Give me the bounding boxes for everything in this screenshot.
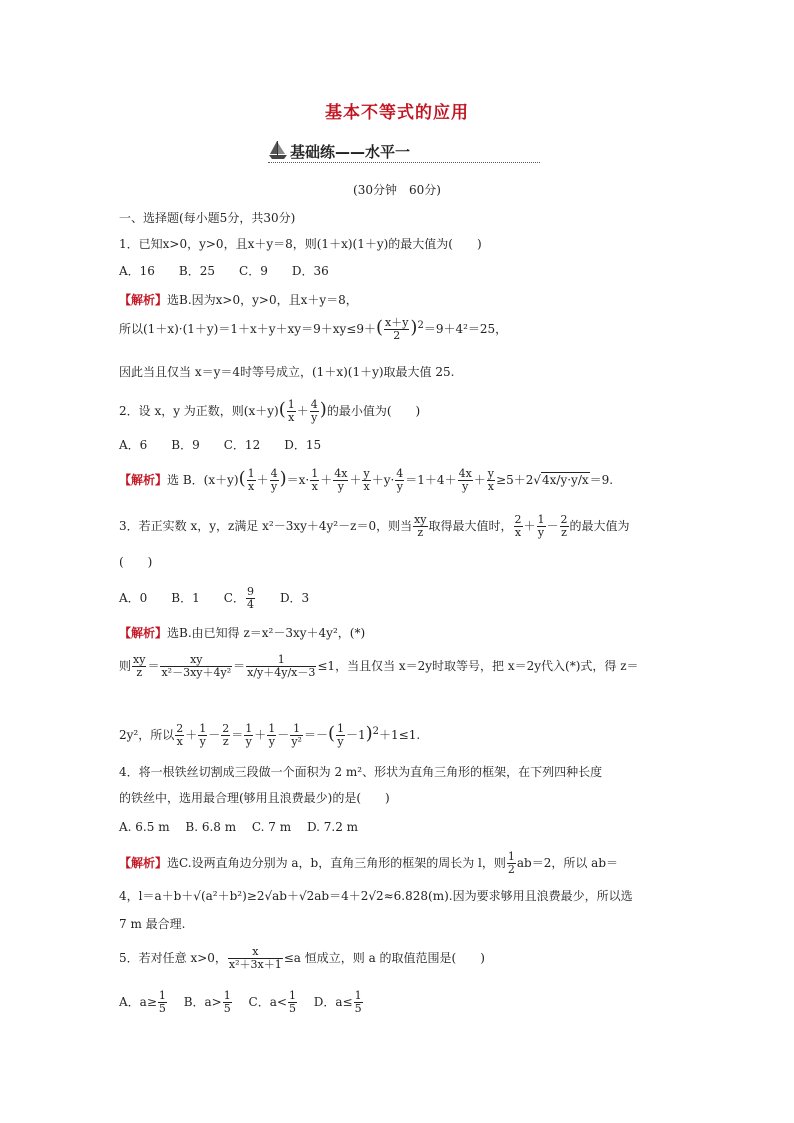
- q4-stem-line1: 4．将一根铁丝切割成三段做一个面积为 2 m²、形状为直角三角形的框架，在下列四种长度: [119, 765, 603, 779]
- section-label: 基础练——水平一: [290, 143, 411, 161]
- q3-stem: 3．若正实数 x，y，z满足 x²－3xy＋4y²－z＝0，则当 $\frac{xy}{z}$ 取得最大值时， $\frac{2}{x}$ ＋ $\frac{1}{y}$ － $\frac{2}{z}$ 的最大值为: [119, 513, 630, 539]
- q4-solution-line2: 4，l＝a＋b＋√(a²＋b²)≥2√ab＋√2ab＝4＋2√2≈6.828(m).因为要求够用且浪费最少，所以选: [119, 889, 633, 903]
- q3-solution-line2: 则 $\frac{xy}{z}$ ＝ $\frac{xy}{\text{x²－3xy＋4y²}}$ ＝ $\frac{1}{x/y+4y/x-3}$ ≤1，当且仅当 x＝2y时取等号，把 x＝2y代入(*)式，得 z＝: [119, 653, 639, 679]
- q2-solution: 【解析】选 B．(x＋y)( $\frac{1}{x}$ ＋ $\frac{4}{y}$ )＝x· $\frac{1}{x}$ ＋ $\frac{4x}{y}$ ＋ $\frac{y}{x}$ ＋y· $\frac{4}{y}$ ＝1＋4＋ $\frac{4x}{y}$ ＋ $\frac{y}{x}$ ≥5＋2√4x/y·y/x＝9.: [119, 467, 614, 493]
- q5-options: A．a≥ $\frac{1}{5}$ B．a> $\frac{1}{5}$ C．a< $\frac{1}{5}$ D．a≤ $\frac{1}{5}$: [119, 989, 362, 1015]
- q4-solution-line3: 7 m 最合理.: [119, 917, 186, 931]
- q5-stem: 5．若对任意 x>0， $\frac{x}{\text{x²＋3x＋1}}$ ≤a 恒成立，则 a 的取值范围是( ): [119, 945, 485, 971]
- section-header: [268, 140, 540, 163]
- section-heading: 一、选择题(每小题5分，共30分): [119, 211, 296, 225]
- q4-stem-line2: 的铁丝中，选用最合理(够用且浪费最少)的是( ): [119, 791, 390, 805]
- q1-options: A．16 B．25 C．9 D．36: [119, 264, 329, 278]
- q2-stem: 2．设 x，y 为正数，则(x＋y)( $\frac{1}{x}$ ＋ $\frac{4}{y}$ )的最小值为( ): [119, 398, 421, 424]
- q2-options: A．6 B．9 C．12 D．15: [119, 438, 322, 452]
- q3-options: A．0 B．1 C． $\frac{9}{4}$ D．3: [119, 585, 310, 611]
- q1-stem: 1．已知x>0，y>0，且x＋y＝8，则(1＋x)(1＋y)的最大值为( ): [119, 237, 482, 251]
- q4-solution-line1: 【解析】选C.设两直角边分别为 a，b，直角三角形的框架的周长为 l，则 $\frac{1}{2}$ ab＝2，所以 ab＝: [119, 850, 619, 876]
- q3-stem-cont: ( ): [119, 555, 153, 569]
- q1-solution-line2: 所以(1＋x)·(1＋y)＝1＋x＋y＋xy＝9＋xy≤9＋( $\frac{x+y}{2}$ )$^2$＝9＋4²＝25，: [119, 316, 508, 342]
- time-score: (30分钟 60分): [353, 183, 441, 197]
- q1-solution-line1: 【解析】选B.因为x>0，y>0，且x＋y＝8，: [119, 293, 358, 307]
- q1-solution-line3: 因此当且仅当 x＝y＝4时等号成立，(1＋x)(1＋y)取最大值 25.: [119, 365, 455, 379]
- q3-solution-line1: 【解析】选B.由已知得 z＝x²－3xy＋4y²，(*): [119, 626, 366, 640]
- q3-solution-line3: 2y²，所以 $\frac{2}{x}$ ＋ $\frac{1}{y}$ － $\frac{2}{z}$ ＝ $\frac{1}{y}$ ＋ $\frac{1}{y}$ － $\frac{1}{\text{y²}}$ ＝－( $\frac{1}{y}$ －1)$^2$＋1≤1.: [119, 722, 421, 748]
- q4-options: A. 6.5 m B. 6.8 m C. 7 m D. 7.2 m: [119, 820, 359, 834]
- sailboat-icon: [268, 140, 288, 164]
- page-title: 基本不等式的应用: [325, 103, 469, 123]
